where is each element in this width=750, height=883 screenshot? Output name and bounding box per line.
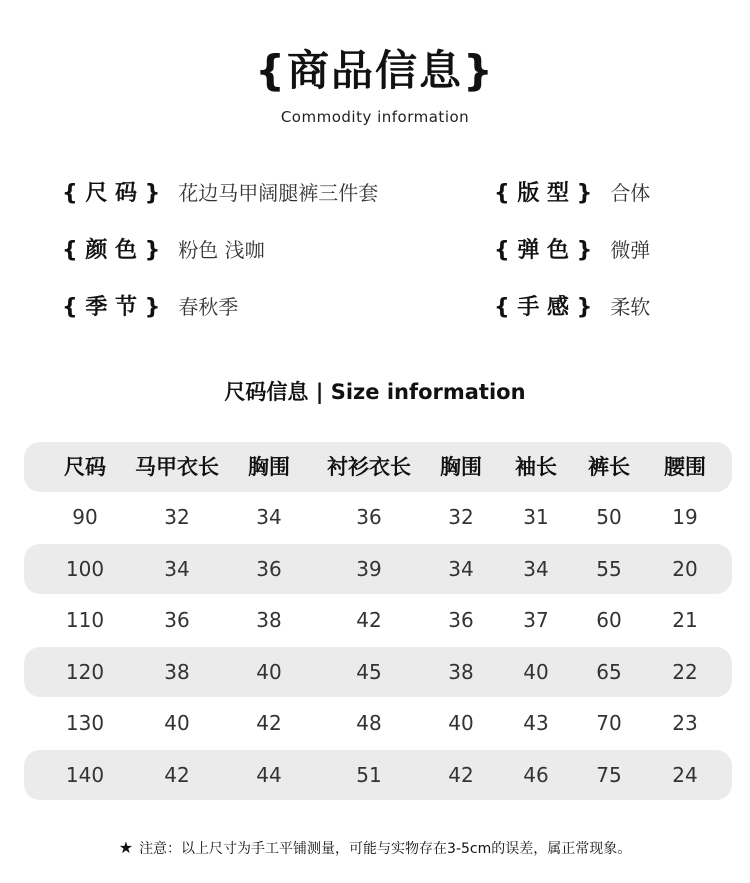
table-cell: 43 bbox=[523, 711, 549, 735]
table-header-cell: 衬衫衣长 bbox=[327, 455, 411, 479]
table-cell: 40 bbox=[256, 660, 282, 684]
table-cell: 34 bbox=[256, 505, 282, 529]
info-value: 合体 bbox=[610, 180, 651, 205]
table-cell: 75 bbox=[596, 763, 622, 787]
info-item-size bbox=[62, 176, 378, 206]
info-label: { 季 节 } bbox=[62, 294, 161, 320]
info-value: 春秋季 bbox=[178, 294, 239, 319]
table-cell: 40 bbox=[164, 711, 190, 735]
table-cell: 90 bbox=[72, 505, 98, 529]
table-cell: 36 bbox=[164, 608, 190, 632]
table-header-cell: 尺码 bbox=[64, 455, 106, 479]
table-row bbox=[24, 595, 732, 645]
table-cell: 36 bbox=[448, 608, 474, 632]
table-header-cell: 马甲衣长 bbox=[135, 455, 219, 479]
table-cell: 51 bbox=[356, 763, 382, 787]
table-cell: 32 bbox=[164, 505, 190, 529]
table-cell: 55 bbox=[596, 557, 622, 581]
info-value: 微弹 bbox=[610, 237, 651, 262]
table-cell: 38 bbox=[164, 660, 190, 684]
page-subtitle: Commodity information bbox=[280, 108, 470, 126]
table-cell: 34 bbox=[448, 557, 474, 581]
table-cell: 38 bbox=[448, 660, 474, 684]
table-cell: 42 bbox=[448, 763, 474, 787]
table-cell: 34 bbox=[164, 557, 190, 581]
page-title: {商品信息} bbox=[255, 46, 495, 95]
table-cell: 42 bbox=[356, 608, 382, 632]
table-cell: 70 bbox=[596, 711, 622, 735]
table-cell: 22 bbox=[672, 660, 698, 684]
table-row bbox=[24, 750, 732, 800]
table-cell: 34 bbox=[523, 557, 549, 581]
info-label: { 版 型 } bbox=[494, 180, 593, 206]
table-row bbox=[24, 492, 732, 542]
table-cell: 40 bbox=[523, 660, 549, 684]
size-heading: 尺码信息 | Size information bbox=[224, 380, 526, 404]
table-row bbox=[24, 698, 732, 748]
table-cell: 20 bbox=[672, 557, 698, 581]
info-label: { 颜 色 } bbox=[62, 237, 161, 263]
table-header-cell: 胸围 bbox=[248, 455, 290, 479]
table-cell: 48 bbox=[356, 711, 382, 735]
info-item-color bbox=[62, 233, 265, 263]
table-cell: 120 bbox=[65, 660, 105, 684]
table-cell: 23 bbox=[672, 711, 698, 735]
table-cell: 46 bbox=[523, 763, 549, 787]
table-cell: 19 bbox=[672, 505, 698, 529]
note-text: 注意：以上尺寸为手工平铺测量，可能与实物存在3-5cm的误差，属正常现象。 bbox=[139, 841, 632, 857]
table-header-cell: 胸围 bbox=[440, 455, 482, 479]
table-cell: 140 bbox=[65, 763, 105, 787]
table-header-cell: 袖长 bbox=[515, 455, 557, 479]
info-item-feel bbox=[494, 290, 650, 320]
table-cell: 45 bbox=[356, 660, 382, 684]
table-cell: 50 bbox=[596, 505, 622, 529]
table-cell: 21 bbox=[672, 608, 698, 632]
table-cell: 110 bbox=[65, 608, 105, 632]
table-cell: 24 bbox=[672, 763, 698, 787]
table-cell: 32 bbox=[448, 505, 474, 529]
table-row bbox=[24, 544, 732, 594]
info-item-fit bbox=[494, 176, 650, 206]
star-icon: ★ bbox=[118, 838, 134, 857]
table-cell: 36 bbox=[256, 557, 282, 581]
table-header-cell: 裤长 bbox=[588, 455, 630, 479]
table-cell: 40 bbox=[448, 711, 474, 735]
table-cell: 42 bbox=[256, 711, 282, 735]
info-item-elasticity bbox=[494, 233, 650, 263]
table-cell: 60 bbox=[596, 608, 622, 632]
info-value: 花边马甲阔腿裤三件套 bbox=[178, 180, 379, 205]
info-label: { 尺 码 } bbox=[62, 180, 161, 206]
footer-note bbox=[0, 838, 750, 858]
table-cell: 37 bbox=[523, 608, 549, 632]
info-item-season bbox=[62, 290, 238, 320]
table-cell: 42 bbox=[164, 763, 190, 787]
table-cell: 36 bbox=[356, 505, 382, 529]
info-label: { 弹 色 } bbox=[494, 237, 593, 263]
table-cell: 31 bbox=[523, 505, 549, 529]
table-header-row bbox=[24, 442, 732, 492]
info-value: 柔软 bbox=[610, 294, 651, 319]
table-cell: 65 bbox=[596, 660, 622, 684]
table-cell: 44 bbox=[256, 763, 282, 787]
table-cell: 38 bbox=[256, 608, 282, 632]
table-row bbox=[24, 647, 732, 697]
table-cell: 100 bbox=[65, 557, 105, 581]
info-value: 粉色 浅咖 bbox=[178, 237, 265, 262]
table-cell: 130 bbox=[65, 711, 105, 735]
info-label: { 手 感 } bbox=[494, 294, 593, 320]
table-cell: 39 bbox=[356, 557, 382, 581]
table-header-cell: 腰围 bbox=[664, 455, 706, 479]
